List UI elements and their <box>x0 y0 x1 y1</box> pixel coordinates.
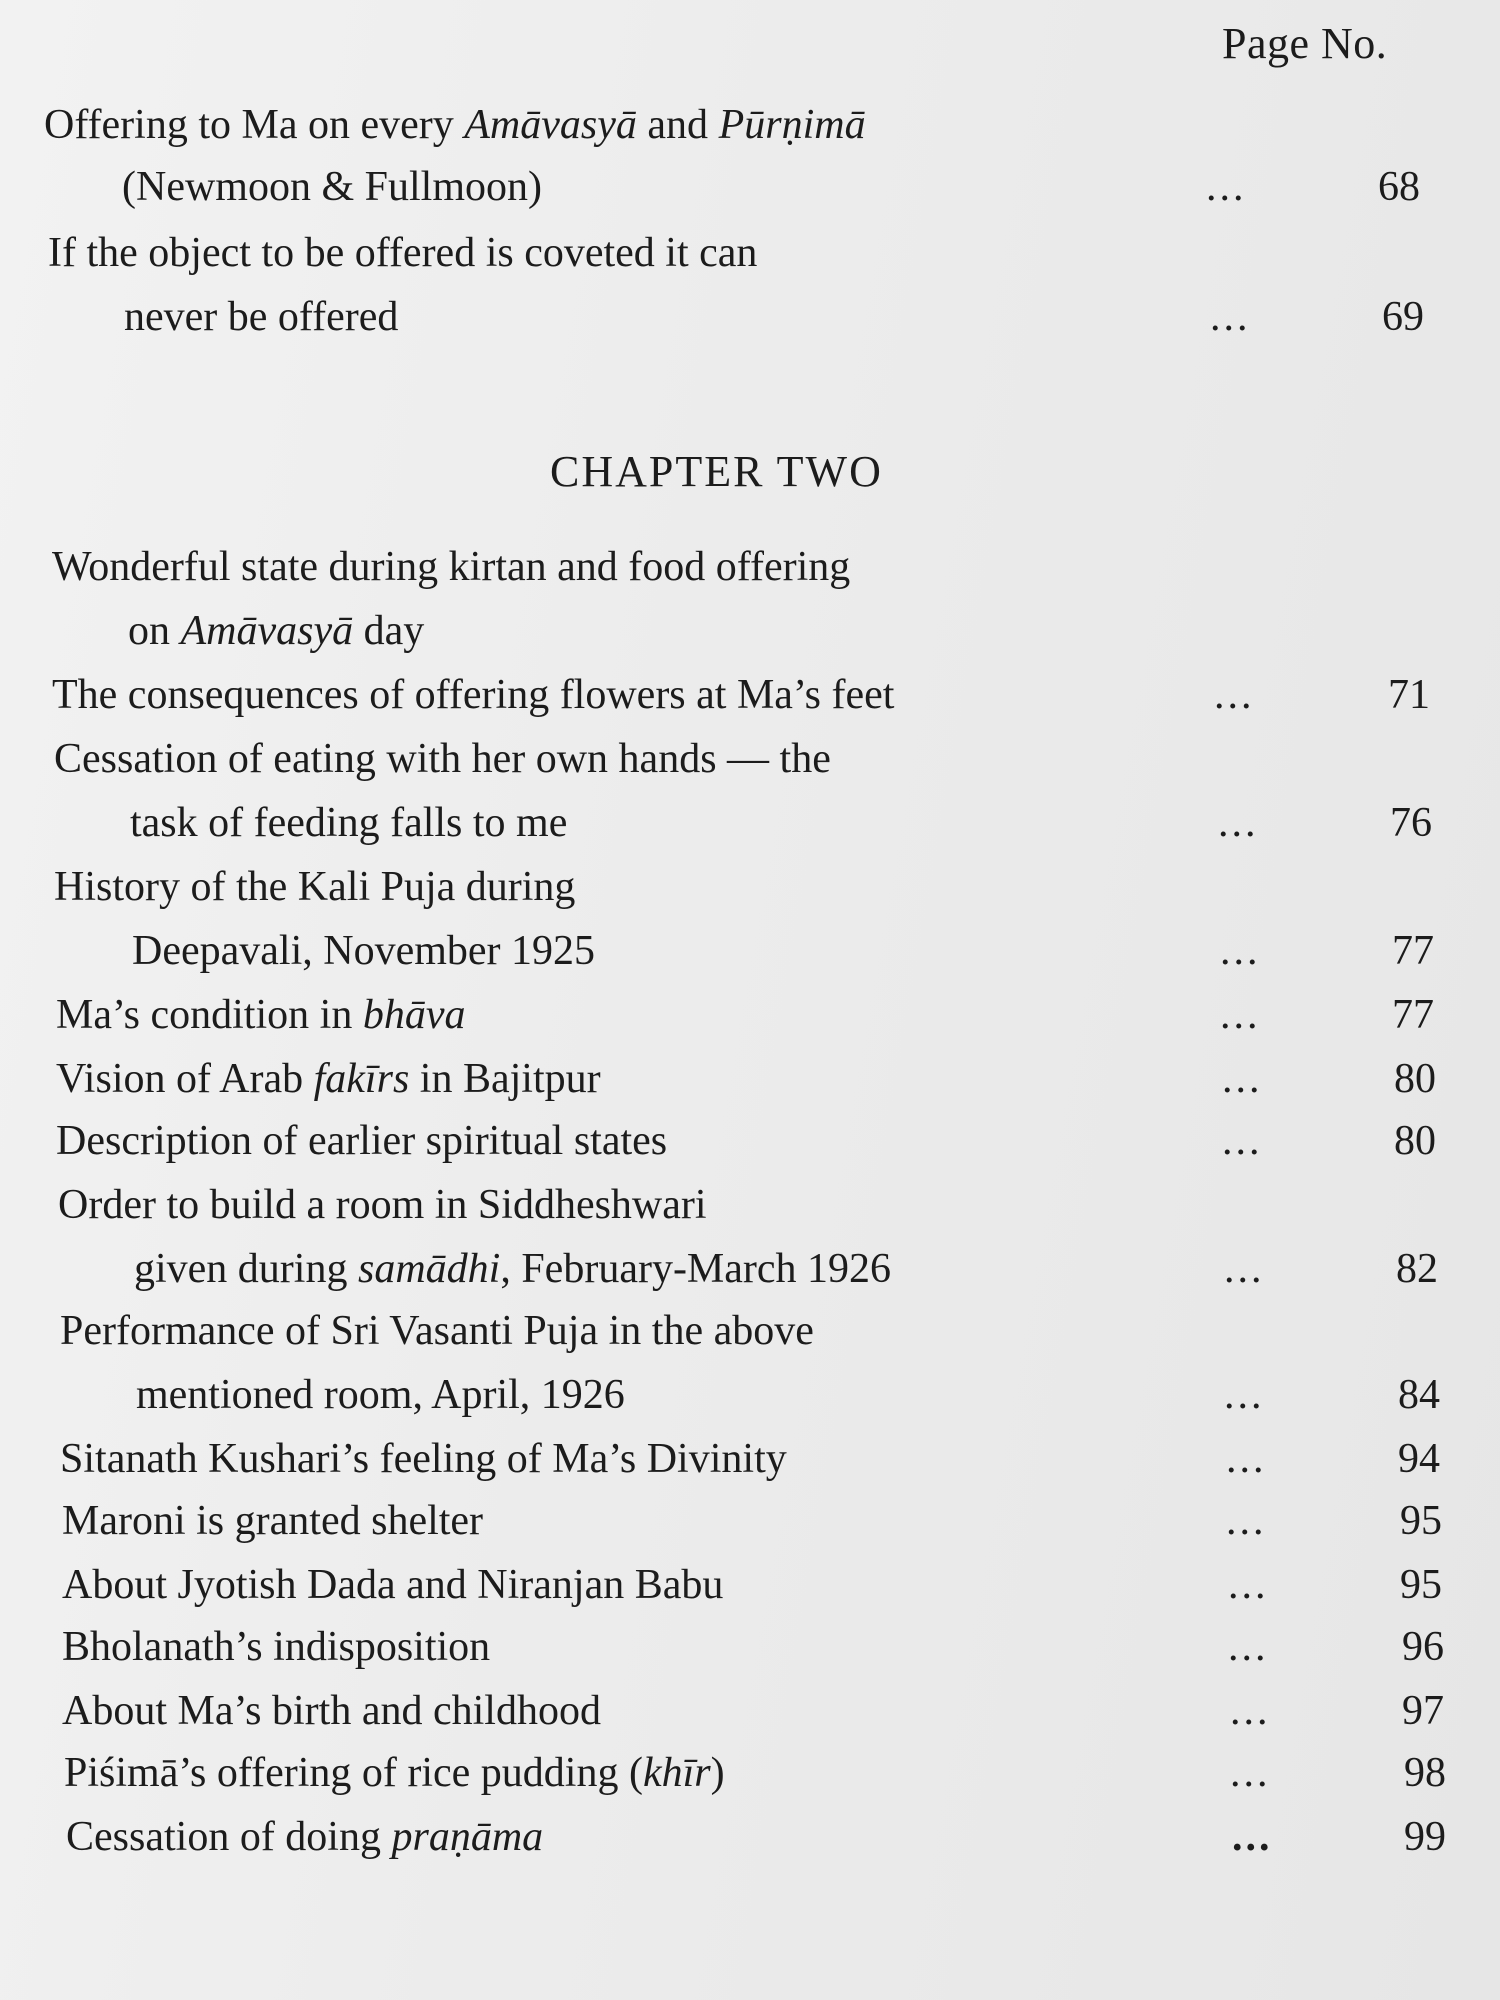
leader-dots: ... <box>1228 1562 1269 1608</box>
toc-entry-line: Bholanath’s indisposition <box>62 1624 491 1670</box>
toc-entry-line: About Jyotish Dada and Niranjan Babu <box>62 1562 724 1608</box>
page-number: 80 <box>1394 1118 1436 1164</box>
page-number: 95 <box>1400 1562 1442 1608</box>
toc-entry-line: Order to build a room in Siddheshwari <box>58 1182 707 1228</box>
page-number: 76 <box>1390 800 1432 846</box>
toc-entry-line: History of the Kali Puja during <box>54 864 576 910</box>
toc-entry-line: About Ma’s birth and childhood <box>62 1688 601 1734</box>
page-number: 77 <box>1392 928 1434 974</box>
leader-dots: ... <box>1210 294 1251 340</box>
toc-entry-line: Wonderful state during kirtan and food offering <box>52 544 851 590</box>
page-number: 97 <box>1402 1688 1444 1734</box>
leader-dots: ... <box>1226 1498 1267 1544</box>
toc-entry-line: task of feeding falls to me <box>130 800 568 846</box>
toc-entry-line: Ma’s condition in bhāva <box>56 992 466 1038</box>
page-number: 68 <box>1378 164 1420 210</box>
leader-dots: ... <box>1226 1436 1267 1482</box>
leader-dots: ... <box>1224 1246 1265 1292</box>
toc-entry-line: The consequences of offering flowers at Ma’s feet <box>52 672 895 718</box>
leader-dots: ... <box>1232 1814 1273 1860</box>
page-number: 98 <box>1404 1750 1446 1796</box>
page-number: 77 <box>1392 992 1434 1038</box>
leader-dots: ... <box>1230 1750 1271 1796</box>
toc-entry-line: on Amāvasyā day <box>128 608 425 654</box>
page-number: 94 <box>1398 1436 1440 1482</box>
leader-dots: ... <box>1230 1688 1271 1734</box>
toc-entry-line: (Newmoon & Fullmoon) <box>122 164 542 210</box>
leader-dots: ... <box>1222 1056 1263 1102</box>
page-number: 69 <box>1382 294 1424 340</box>
leader-dots: ... <box>1206 164 1247 210</box>
page-number: 96 <box>1402 1624 1444 1670</box>
toc-entry-line: Description of earlier spiritual states <box>56 1118 668 1164</box>
leader-dots: ... <box>1224 1372 1265 1418</box>
leader-dots: ... <box>1228 1624 1269 1670</box>
toc-entry-line: Vision of Arab fakīrs in Bajitpur <box>56 1056 601 1102</box>
toc-entry-line: Piśimā’s offering of rice pudding (khīr) <box>64 1750 725 1796</box>
toc-entry-line: Sitanath Kushari’s feeling of Ma’s Divinity <box>60 1436 787 1482</box>
leader-dots: ... <box>1220 992 1261 1038</box>
page-number: 95 <box>1400 1498 1442 1544</box>
toc-entry-line: Performance of Sri Vasanti Puja in the above <box>60 1308 814 1354</box>
page-number: 84 <box>1398 1372 1440 1418</box>
toc-entry-line: mentioned room, April, 1926 <box>136 1372 625 1418</box>
leader-dots: ... <box>1218 800 1259 846</box>
toc-entry-line: Cessation of eating with her own hands — the <box>54 736 831 782</box>
toc-entry-line: Offering to Ma on every Amāvasyā and Pūrṇimā <box>44 102 866 148</box>
page-number: 99 <box>1404 1814 1446 1860</box>
page-number: 80 <box>1394 1056 1436 1102</box>
toc-entry-line: Cessation of doing praṇāma <box>66 1814 544 1860</box>
leader-dots: ... <box>1222 1118 1263 1164</box>
leader-dots: ... <box>1214 672 1255 718</box>
toc-entry-line: Maroni is granted shelter <box>62 1498 484 1544</box>
toc-entry-line: never be offered <box>124 294 399 340</box>
toc-entry-line: given during samādhi, February-March 1926 <box>134 1246 892 1292</box>
toc-entry-line: Deepavali, November 1925 <box>132 928 596 974</box>
page-number: 71 <box>1388 672 1430 718</box>
page-number: 82 <box>1396 1246 1438 1292</box>
leader-dots: ... <box>1220 928 1261 974</box>
chapter-heading: CHAPTER TWO <box>550 447 883 496</box>
page-number-column-heading: Page No. <box>1222 19 1388 68</box>
toc-entry-line: If the object to be offered is coveted it can <box>48 230 758 276</box>
